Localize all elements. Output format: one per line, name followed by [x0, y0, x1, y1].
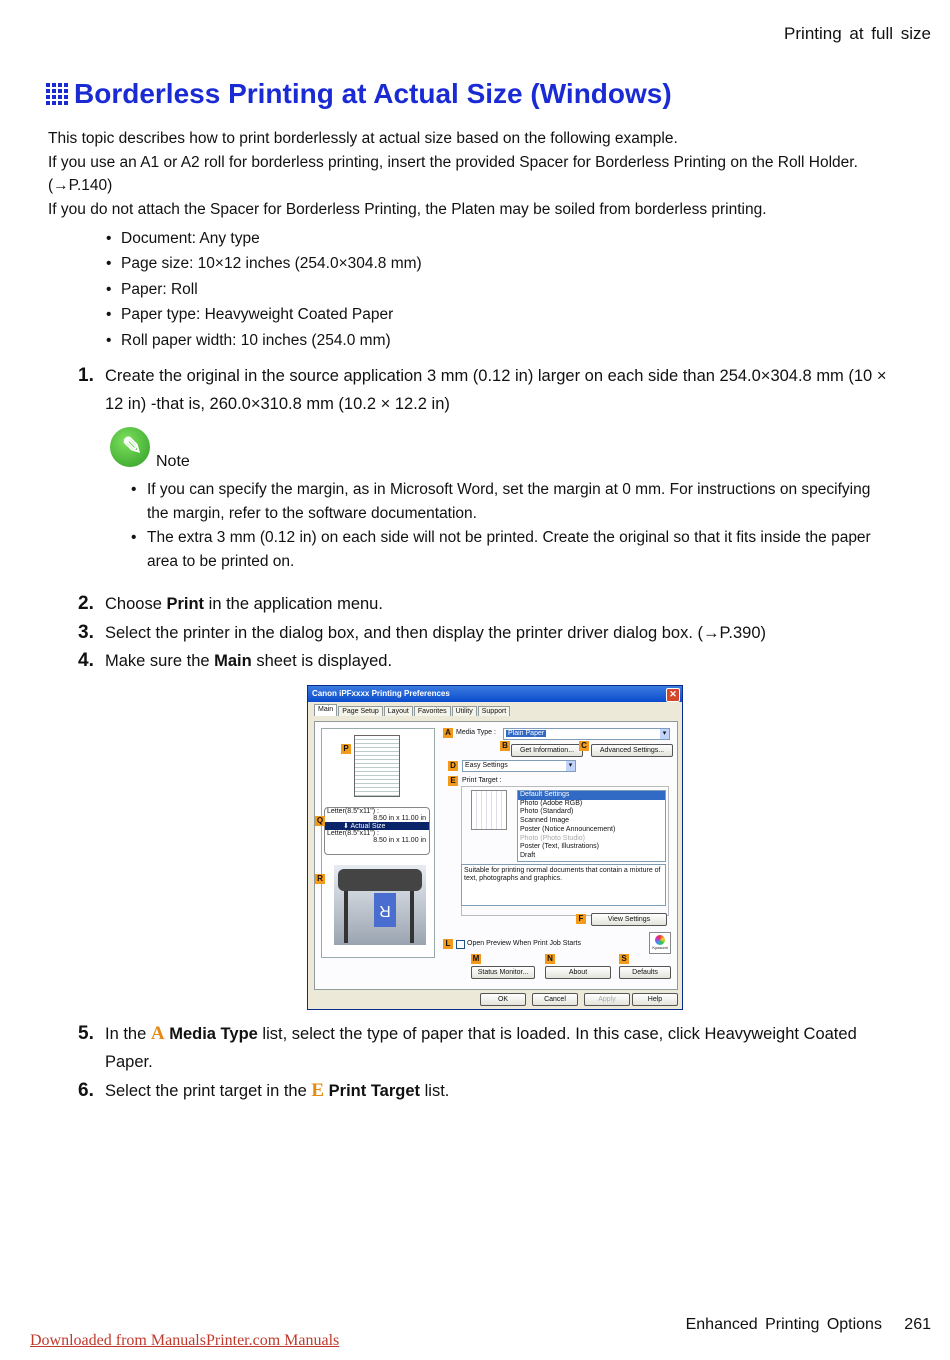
- step-text: Create the original in the source application 3 mm (0.12 in) larger on each side than 254.0×304.8 mm (10 × 12 in) -that is, 260.0×310.8 mm (10.2 × 12.2 in): [105, 367, 887, 413]
- list-item: • Paper: Roll: [106, 277, 422, 302]
- printing-preferences-dialog: [307, 685, 683, 1010]
- list-item[interactable]: Photo (Photo Studio): [520, 834, 585, 842]
- list-item[interactable]: Scanned Image: [520, 817, 570, 825]
- printer-illustration: R: [334, 865, 426, 945]
- grid-icon: [46, 83, 68, 105]
- step-number: 4.: [78, 650, 94, 671]
- note-list: [131, 478, 891, 574]
- page-title: Borderless Printing at Actual Size (Windows): [74, 78, 672, 109]
- view-settings-button[interactable]: View Settings: [591, 913, 667, 926]
- footer-section: Enhanced Printing Options: [685, 1316, 882, 1333]
- callout-a: A: [443, 728, 453, 738]
- intro-line: If you do not attach the Spacer for Borderless Printing, the Platen may be soiled from borderless printing.: [48, 200, 767, 218]
- dialog-title: Canon iPFxxxx Printing Preferences: [312, 689, 450, 698]
- main-panel: [314, 721, 678, 990]
- note-item: • The extra 3 mm (0.12 in) on each side will not be printed. Create the original so that it fits inside the paper area to be printed on.: [131, 526, 891, 574]
- list-item[interactable]: Poster (Notice Announcement): [520, 825, 616, 833]
- tab-utility[interactable]: Utility: [452, 706, 477, 716]
- callout-n: N: [545, 954, 555, 964]
- step-text: Select the printer in the dialog box, and then display the printer driver dialog box. (→P.390): [105, 624, 767, 642]
- about-button[interactable]: About: [545, 966, 611, 979]
- tab-page-setup[interactable]: Page Setup: [338, 706, 383, 716]
- page-number: 261: [904, 1316, 931, 1333]
- dialog-titlebar: [308, 686, 682, 702]
- list-item[interactable]: Photo (Standard): [520, 808, 574, 816]
- target-description: Suitable for printing normal documents that contain a mixture of text, photographs and graphics.: [461, 864, 666, 906]
- step-6: [78, 1077, 908, 1105]
- callout-l: L: [443, 939, 453, 949]
- callout-e: E: [448, 776, 458, 786]
- ok-button[interactable]: OK: [480, 993, 526, 1006]
- callout-m: M: [472, 954, 480, 963]
- open-preview-label: Open Preview When Print Job Starts: [467, 940, 581, 947]
- step-1: [78, 362, 908, 418]
- intro-line: This topic describes how to print borderlessly at actual size based on the following example.: [48, 130, 678, 147]
- step-number: 1.: [78, 365, 94, 386]
- step-text: Choose Print in the application menu.: [105, 595, 383, 613]
- tab-strip: [314, 706, 511, 716]
- list-item[interactable]: Draft: [520, 851, 536, 859]
- title-block: [46, 78, 672, 110]
- step-text: Select the print target in the E Print Target list.: [105, 1080, 450, 1101]
- download-link[interactable]: Downloaded from ManualsPrinter.com Manuals: [30, 1332, 340, 1349]
- arrow-down-icon: ⬇ Actual Size: [325, 822, 429, 830]
- tab-support[interactable]: Support: [478, 706, 511, 716]
- list-item: • Roll paper width: 10 inches (254.0 mm): [106, 328, 422, 353]
- media-type-select[interactable]: Plain Paper ▾: [503, 728, 670, 740]
- step-number: 5.: [78, 1023, 94, 1044]
- callout-s: S: [619, 954, 629, 964]
- help-button[interactable]: Help: [632, 993, 678, 1006]
- apply-button[interactable]: Apply: [584, 993, 630, 1006]
- defaults-button[interactable]: Defaults: [619, 966, 671, 979]
- page-footer: [686, 1316, 931, 1334]
- cancel-button[interactable]: Cancel: [532, 993, 578, 1006]
- media-type-label: Media Type :: [456, 729, 496, 736]
- print-target-list[interactable]: [517, 790, 666, 862]
- callout-b: B: [500, 741, 510, 751]
- kyosumi-icon: [655, 935, 665, 945]
- advanced-settings-button[interactable]: Advanced Settings...: [591, 744, 673, 757]
- step-2: [78, 590, 908, 618]
- step-3: [78, 619, 908, 647]
- step-text: Make sure the Main sheet is displayed.: [105, 652, 393, 670]
- close-button[interactable]: ✕: [666, 688, 680, 702]
- callout-q: Q: [316, 816, 324, 825]
- note-label: Note: [156, 453, 190, 470]
- callout-c: C: [579, 741, 589, 751]
- intro-line: If you use an A1 or A2 roll for borderless printing, insert the provided Spacer for Borderless Printing on the Roll Holder. (→P.140): [48, 153, 858, 194]
- status-monitor-button[interactable]: Status Monitor...: [471, 966, 535, 979]
- preview-pane: [321, 728, 435, 958]
- open-preview-checkbox[interactable]: [456, 940, 465, 949]
- tab-layout[interactable]: Layout: [384, 706, 413, 716]
- tab-main[interactable]: Main: [314, 704, 337, 716]
- intro-text: [48, 127, 908, 221]
- tab-favorites[interactable]: Favorites: [414, 706, 451, 716]
- step-number: 3.: [78, 622, 94, 643]
- step-4: [78, 647, 908, 675]
- easy-settings-select[interactable]: Easy Settings ▾: [462, 760, 576, 772]
- list-item: • Paper type: Heavyweight Coated Paper: [106, 302, 422, 327]
- callout-d: D: [448, 761, 458, 771]
- note-pencil-icon: ✎: [110, 427, 150, 467]
- target-preview-icon: [471, 790, 507, 830]
- callout-r: R: [315, 874, 325, 884]
- get-information-button[interactable]: Get Information...: [511, 744, 583, 757]
- print-target-label: Print Target :: [462, 777, 502, 784]
- page-preview: [354, 735, 400, 797]
- note-item: • If you can specify the margin, as in Microsoft Word, set the margin at 0 mm. For instructions on specifying the margin, refer to the software documentation.: [131, 478, 891, 526]
- list-item: • Document: Any type: [106, 226, 422, 251]
- step-text: In the A Media Type list, select the type of paper that is loaded. In this case, click Heavyweight Coated Paper.: [105, 1023, 857, 1071]
- step-number: 6.: [78, 1080, 94, 1101]
- step-5: [78, 1020, 908, 1076]
- list-item[interactable]: Photo (Adobe RGB): [520, 799, 583, 807]
- list-item[interactable]: Default Settings: [518, 791, 665, 800]
- example-list: [106, 226, 422, 353]
- callout-p: P: [341, 744, 351, 754]
- list-item: • Page size: 10×12 inches (254.0×304.8 mm): [106, 251, 422, 276]
- kyosumi-button[interactable]: Kyosumi: [649, 932, 671, 954]
- size-info: Letter(8.5"x11") : 8.50 in x 11.00 in ⬇ Actual Size Letter(8.5"x11") : 8.50 in x 11.00 in: [324, 807, 430, 855]
- callout-f: F: [576, 914, 586, 924]
- running-header: Printing at full size: [784, 24, 931, 43]
- list-item[interactable]: Poster (Text, Illustrations): [520, 843, 599, 851]
- step-number: 2.: [78, 593, 94, 614]
